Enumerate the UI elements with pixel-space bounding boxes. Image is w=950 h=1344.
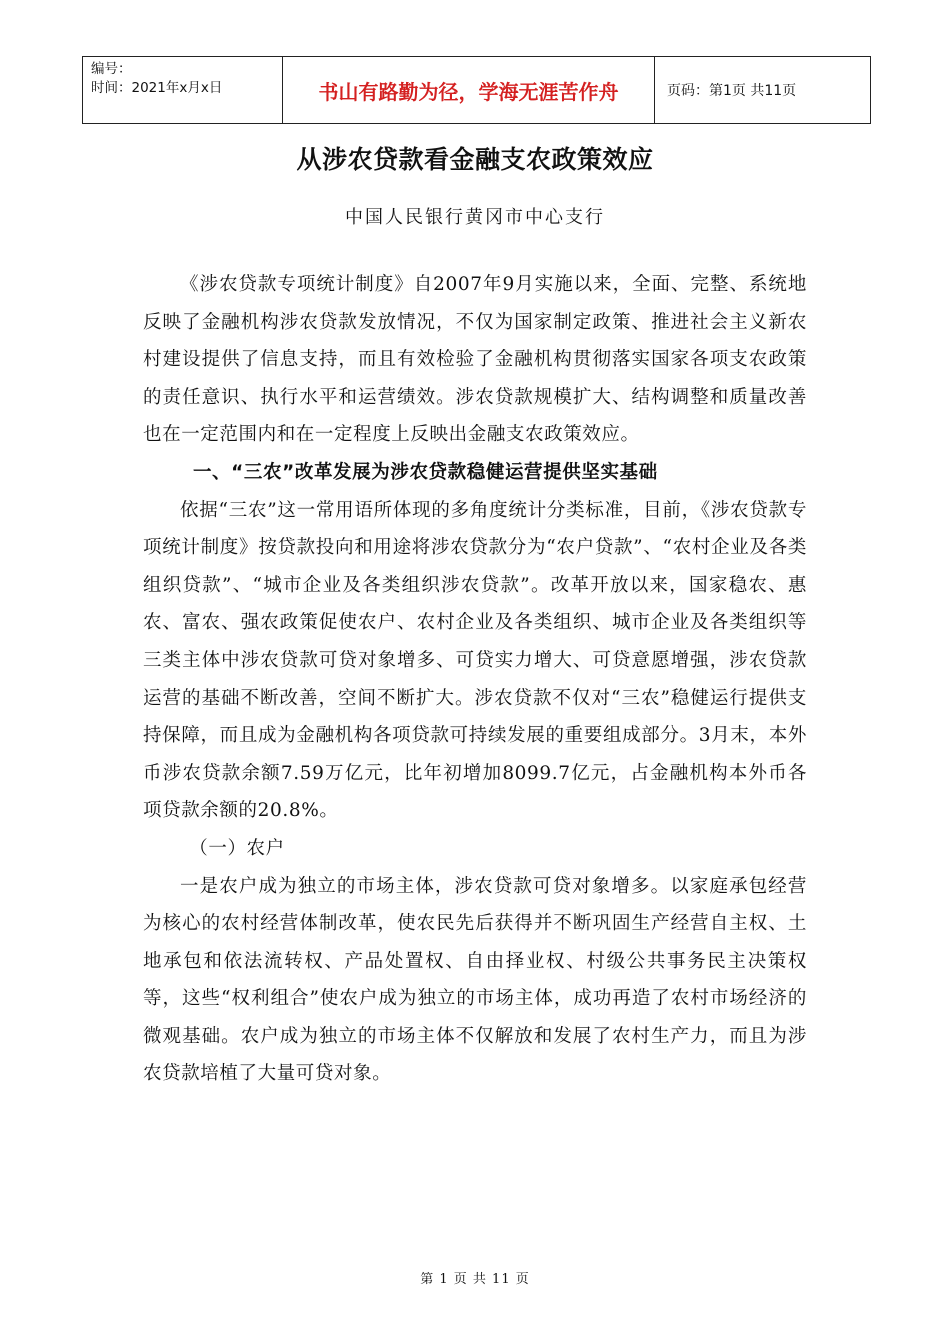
time-label: 时间：2021年x月x日 [91, 80, 223, 96]
subsection-heading: （一）农户 [189, 837, 285, 859]
organization: 中国人民银行黄冈市中心支行 [345, 207, 605, 228]
header-table [82, 56, 871, 124]
document-body [143, 266, 807, 1093]
motto: 书山有路勤为径，学海无涯苦作舟 [283, 57, 655, 123]
page-info: 页码：第1页 共11页 [667, 83, 797, 99]
section-heading: 一、“三农”改革发展为涉农贷款稳健运营提供坚实基础 [192, 461, 658, 483]
document-title: 从涉农贷款看金融支农政策效应 [296, 145, 654, 174]
body-paragraph: 一是农户成为独立的市场主体，涉农贷款可贷对象增多。以家庭承包经营为核心的农村经营体制改革，使农民先后获得并不断巩固生产经营自主权、土地承包和依法流转权、产品处置权、自由择业权、村级公共事务民主决策权等，这些“权利组合”使农户成为独立的市场主体，成功再造了农村市场经济的微观基础。农户成为独立的市场主体不仅解放和发展了农村生产力，而且为涉农贷款培植了大量可贷对象。 [143, 875, 807, 1085]
page-footer: 第 1 页 共 11 页 [420, 1272, 530, 1287]
intro-paragraph: 《涉农贷款专项统计制度》自2007年9月实施以来，全面、完整、系统地反映了金融机构涉农贷款发放情况，不仅为国家制定政策、推进社会主义新农村建设提供了信息支持，而且有效检验了金融机构贯彻落实国家各项支农政策的责任意识、执行水平和运营绩效。涉农贷款规模扩大、结构调整和质量改善也在一定范围内和在一定程度上反映出金融支农政策效应。 [143, 274, 807, 446]
header-meta-cell [83, 57, 283, 123]
body-paragraph: 依据“三农”这一常用语所体现的多角度统计分类标准，目前，《涉农贷款专项统计制度》按贷款投向和用途将涉农贷款分为“农户贷款”、“农村企业及各类组织贷款”、“城市企业及各类组织涉农贷款”。改革开放以来，国家稳农、惠农、富农、强农政策促使农户、农村企业及各类组织、城市企业及各类组织等三类主体中涉农贷款可贷对象增多、可贷实力增大、可贷意愿增强，涉农贷款运营的基础不断改善，空间不断扩大。涉农贷款不仅对“三农”稳健运行提供支持保障，而且成为金融机构各项贷款可持续发展的重要组成部分。3月末，本外币涉农贷款余额7.59万亿元，比年初增加8099.7亿元，占金融机构本外币各项贷款余额的20.8%。 [143, 499, 807, 822]
number-label: 编号： [91, 61, 132, 77]
